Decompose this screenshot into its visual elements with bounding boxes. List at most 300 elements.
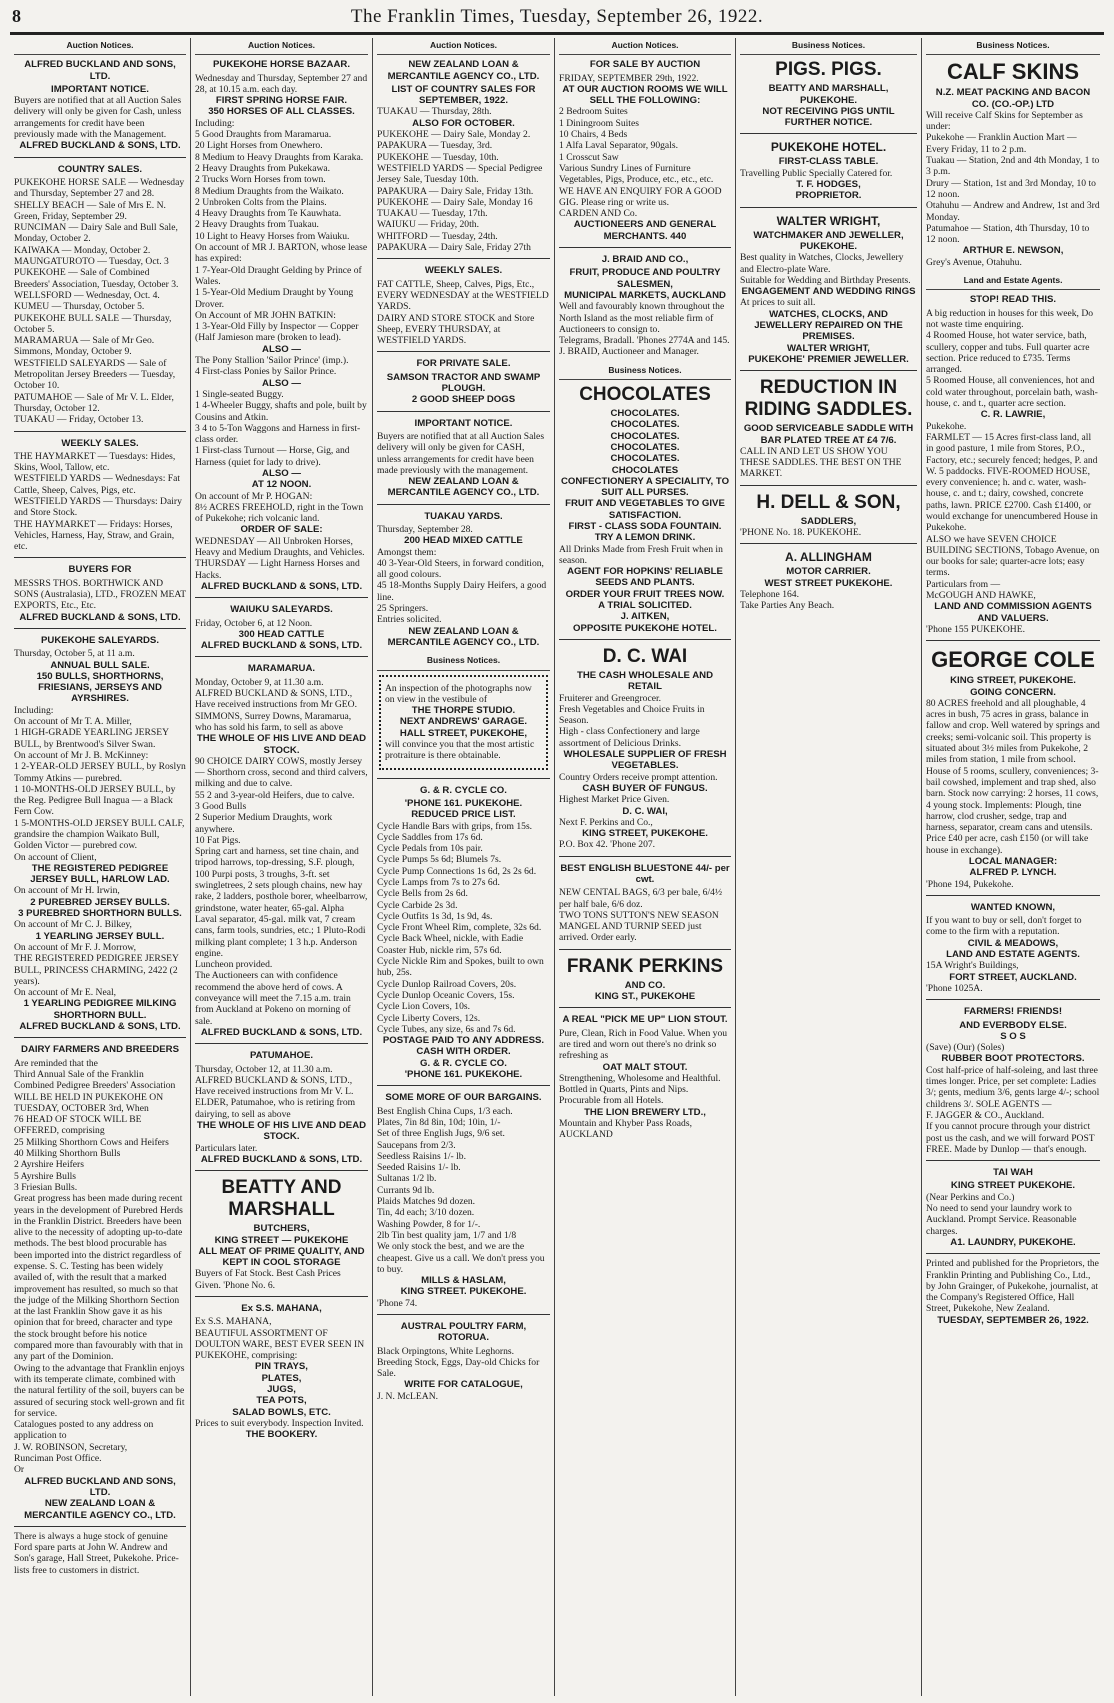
ad-headline: FARMERS! FRIENDS! — [963, 1006, 1063, 1018]
ad-text-line: CONFECTIONERY A SPECIALITY, TO SUIT ALL PURSES. — [560, 475, 730, 499]
advertisement — [14, 431, 186, 553]
ad-text-line: CASH BUYER OF FUNGUS. — [582, 782, 708, 794]
ad-text-line: BEAUTIFUL ASSORTMENT OF DOULTON WARE, BEST EVER SEEN IN PUKEKOHE, comprising: — [195, 1327, 365, 1362]
ad-headline: TAI WAH — [993, 1167, 1033, 1179]
ad-text-line: 5 Good Draughts from Maramarua. — [195, 129, 332, 141]
ad-text-line: S O S — [1000, 1030, 1026, 1042]
ad-text-line: 5 Roomed House, all conveniences, hot and cold water throughout, porcelain bath, wash-house, c. and t., quarter acre section. — [926, 375, 1098, 410]
ad-text-line: THE LION BREWERY LTD., — [584, 1106, 706, 1118]
ad-text-line: PAPAKURA — Tuesday, 3rd. — [377, 140, 493, 152]
ad-text-line: WAIUKU — Friday, 20th. — [377, 219, 479, 231]
ad-text-line: On account of Mr H. Irwin, — [14, 885, 120, 897]
ad-text-line: Great progress has been made during recent years in the development of Purebred Herds in the Franklin District. Breeders have been alive to the necessity of adopting up-to-date methods. The best blood procurable has been imported into the district regardless of expense. S. C. Testing has been widely availed of, with the result that a marked improvement has resulted, so much so that the judge of the Milking Shorthorn Section at the last Franklin Show gave it as his opinion that for breed, character and type the stock brought before his notice compared more than favourably with that in any part of the Dominion. — [14, 1193, 183, 1363]
ad-text-line: 1 2-YEAR-OLD JERSEY BULL, by Roslyn Tommy Atkins — purebred. — [14, 761, 186, 784]
ad-headline: PIGS. PIGS. — [775, 59, 882, 81]
ad-text-line: MILLS & HASLAM, — [421, 1275, 506, 1287]
ad-headline: Ex S.S. MAHANA, — [241, 1302, 322, 1314]
ad-text-line: ALFRED BUCKLAND AND SONS, LTD. — [24, 1475, 176, 1498]
advertisement — [14, 557, 186, 622]
ad-text-line: 200 HEAD MIXED CATTLE — [404, 535, 523, 547]
ad-text-line: NEW ZEALAND LOAN & MERCANTILE AGENCY CO., LTD. — [387, 625, 540, 648]
section-heading: Auction Notices. — [195, 38, 368, 55]
ad-text-line: A big reduction in houses for this week, Do not waste time enquiring. — [926, 307, 1094, 330]
ad-headline: BEST ENGLISH BLUESTONE 44/- per cwt. — [560, 862, 730, 885]
ad-text-line: 40 3-Year-Old Steers, in forward condition, all good colours. — [377, 557, 544, 581]
ad-text-line: FIRST - CLASS SODA FOUNTAIN. TRY A LEMON DRINK. — [568, 520, 722, 544]
ad-text-line: Particulars from — — [926, 578, 1001, 590]
ad-text-line: CHOCOLATES — [611, 464, 679, 476]
ad-text-line: KING STREET PUKEKOHE. — [950, 1180, 1076, 1192]
advertisement — [740, 59, 917, 128]
ad-text-line: PIN TRAYS, — [255, 1361, 308, 1373]
ad-text-line: Tuakau — Station, 2nd and 4th Monday, 1 to 3 p.m. — [926, 155, 1100, 178]
ad-text-line: We only stock the best, and we are the cheapest. Give us a call. We don't press you to buy. — [377, 1241, 545, 1275]
ad-headline: PUKEKOHE SALEYARDS. — [41, 634, 159, 646]
ad-text-line: On account of MR J. BARTON, whose lease has expired: — [195, 242, 368, 265]
ad-text-line: ENGAGEMENT AND WEDDING RINGS — [741, 286, 916, 298]
advertisement — [377, 59, 550, 253]
ad-text-line: 1 YEARLING PEDIGREE MILKING SHORTHORN BULL. — [23, 998, 177, 1021]
ad-text-line: J. BRAID, Auctioneer and Manager. — [559, 346, 699, 358]
ad-text-line: 2 GOOD SHEEP DOGS — [411, 394, 516, 406]
ad-text-line: ALFRED BUCKLAND & SONS, LTD. — [19, 611, 181, 623]
ad-text-line: PATUMAHOE — Sale of Mr V. L. Elder, Thursday, October 12. — [14, 391, 174, 414]
ad-text-line: No need to send your laundry work to Auckland. Prompt Service. Reasonable charges. — [926, 1203, 1077, 1237]
ad-text-line: 8 Medium Draughts from the Waikato. — [195, 185, 344, 197]
ad-headline: A REAL "PICK ME UP" LION STOUT. — [562, 1014, 728, 1026]
ad-headline: FOR SALE BY AUCTION — [589, 59, 701, 71]
page-number: 8 — [12, 6, 21, 26]
ad-headline: FRANK PERKINS — [566, 955, 724, 977]
ad-text-line: Pukekohe. — [926, 420, 967, 432]
ad-text-line: C. R. LAWRIE, — [980, 409, 1046, 421]
ad-text-line: THE BOOKERY. — [245, 1429, 318, 1441]
ad-text-line: CHOCOLATES. — [610, 430, 680, 442]
ad-text-line: Catalogues posted to any address on application to — [14, 1419, 154, 1442]
ad-text-line: 2 Ayrshire Heifers — [14, 1159, 84, 1171]
ad-text-line: Cycle Saddles from 17s 6d. — [377, 831, 483, 843]
ad-text-line: Cycle Tubes, any size, 6s and 7s 6d. — [377, 1023, 516, 1035]
ad-text-line: WE HAVE AN ENQUIRY FOR A GOOD GIG. Please ring or write us. — [559, 185, 722, 208]
ad-text-line: THE CASH WHOLESALE AND RETAIL — [576, 669, 714, 693]
ad-text-line: OAT MALT STOUT. — [602, 1061, 688, 1073]
ad-text-line: LIST OF COUNTRY SALES FOR SEPTEMBER, 1922. — [391, 83, 536, 107]
advertisement — [377, 258, 550, 346]
ad-text-line: ALFRED BUCKLAND & SONS, LTD. — [200, 1153, 363, 1165]
ad-text-line: Pure, Clean, Rich in Food Value. When you are tired and worn out there's no drink so refreshing as — [559, 1027, 728, 1062]
ad-text-line: PLATES, — [261, 1372, 302, 1384]
ad-text-line: ALSO — — [262, 467, 301, 479]
section-heading: Auction Notices. — [377, 38, 550, 55]
ad-text-line: SALAD BOWLS, ETC. — [232, 1406, 331, 1418]
ad-text-line: ORDER YOUR FRUIT TREES NOW. — [565, 588, 725, 600]
ad-text-line: PUKEKOHE' PREMIER JEWELLER. — [748, 353, 909, 365]
ad-text-line: WALTER WRIGHT, — [787, 342, 870, 354]
ad-text-line: WATCHES, CLOCKS, AND JEWELLERY REPAIRED ON THE PREMISES. — [754, 308, 903, 343]
ad-text-line: NOT RECEIVING PIGS UNTIL FURTHER NOTICE. — [762, 105, 895, 129]
ad-text-line: 'PHONE 161. PUKEKOHE. — [404, 1069, 523, 1081]
ad-headline: PUKEKOHE HOTEL. — [770, 140, 887, 155]
ad-text-line: Cycle Pump Connections 1s 6d, 2s 2s 6d. — [377, 865, 537, 877]
ad-text-line: ALFRED BUCKLAND & SONS, LTD. — [19, 1021, 181, 1033]
ad-text-line: 1 Crosscut Saw — [559, 151, 619, 163]
ad-text-line: MESSRS THOS. BORTHWICK AND SONS (Australasia), LTD., FROZEN MEAT EXPORTS, Etc., Etc. — [14, 577, 186, 612]
advertisement — [379, 675, 548, 770]
ad-text-line: Cycle Nickle Rim and Spokes, built to own hub, 25s. — [377, 956, 544, 979]
advertisement — [559, 59, 731, 242]
ad-text-line: KING STREET — PUKEKOHE — [214, 1234, 349, 1246]
section-heading: Auction Notices. — [14, 38, 186, 55]
ad-text-line: Cycle Carbide 2s 3d. — [377, 899, 458, 911]
ad-text-line: ALFRED P. LYNCH. — [969, 867, 1057, 879]
ad-headline: TUAKAU YARDS. — [424, 510, 503, 522]
ad-text-line: A TRIAL SOLICITED. — [598, 600, 692, 612]
ad-text-line: BUTCHERS, — [253, 1223, 310, 1235]
advertisement — [377, 504, 550, 649]
ad-text-line: Cycle Dunlop Railroad Covers, 20s. — [377, 978, 517, 990]
ad-text-line: 90 CHOICE DAIRY COWS, mostly Jersey — Shorthorn cross, second and third calvers, milking and due to calve. — [195, 755, 368, 790]
advertisement — [377, 1314, 550, 1402]
ad-text-line: Amongst them: — [377, 546, 437, 558]
ad-text-line: Spring cart and harness, set tine chain, and tripod harrows, top-dressing, S.F. plough, 100 Purpi posts, 3 troughs, 3-ft. set swingletrees, 2 sets plough chains, new hay rake, 2 ladders, posthole borer, wheelbarrow, grindstone, water heater, 65-gal. Alpha Laval separator, 45-gal. milk vat, 7 cream cans, farm tools, sundries, etc.; 1 Pluto-Rodi milking plant complete; 1 3 h.p. Anderson engine. — [195, 846, 368, 959]
ad-text-line: THURSDAY — Light Harness Horses and Hacks. — [195, 558, 360, 581]
ad-text-line: Particulars later. — [195, 1142, 258, 1154]
ad-text-line: WELLSFORD — Wednesday, Oct. 4. — [14, 289, 160, 301]
ad-text-line: DAIRY AND STORE STOCK and Store Sheep, EVERY THURSDAY, at WESTFIELD YARDS. — [377, 312, 535, 347]
advertisement — [195, 597, 368, 651]
ad-text-line: NEW CENTAL BAGS, 6/3 per bale, 6/4½ per half bale, 6/6 doz. — [559, 887, 723, 910]
ad-text-line: On account of Client, — [14, 851, 97, 863]
ad-headline: WEEKLY SALES. — [61, 437, 139, 449]
advertisement — [559, 949, 731, 1003]
ad-text-line: Cycle Back Wheel, nickle, with Eadie Coaster Hub, nickle rim, 57s 6d. — [377, 933, 524, 956]
ad-text-line: McGOUGH AND HAWKE, — [926, 590, 1036, 602]
ad-text-line: 80 ACRES freehold and all ploughable, 4 acres in bush, 75 acres in grass, balance in fallow and crop. Well watered by springs and creeks; semi-volcanic soil. This property is situated about 3½ miles from Pukekohe, 2 miles from station, 1 mile from school. House of 5 rooms, scullery, conveniences; 3-bail cowshed, implement and trap shed, also barn. Stock now carrying: 2 horses, 11 cows, 4 young stock. Implements: Plough, tine harrow, clod crusher, sedge, trap and harness, separator, cream cans and utensils. Price £40 per acre, cash £150 (or will take house in exchange). — [926, 697, 1100, 856]
ad-text-line: 1 5-Year-Old Medium Draught by Young Drover. — [195, 287, 354, 310]
ad-text-line: THE THORPE STUDIO. — [411, 705, 516, 717]
ad-text-line: 'PHONE 161. PUKEKOHE. — [404, 797, 523, 809]
ad-text-line: ANNUAL BULL SALE. — [50, 659, 150, 671]
ad-text-line: 1 First-class Turnout — Horse, Gig, and Harness (quiet for lady to drive). — [195, 445, 350, 468]
ad-text-line: Buyers are notified that at all Auction Sales delivery will only be given for CASH, unless arrangements for credit have been made previously with the management. — [377, 430, 545, 476]
ad-text-line: All Drinks Made from Fresh Fruit when in season. — [559, 543, 723, 566]
ad-text-line: On account of Mr C. J. Bilkey, — [14, 919, 132, 931]
ad-headline: SOME MORE OF OUR BARGAINS. — [385, 1092, 542, 1104]
ad-headline: A. ALLINGHAM — [785, 550, 872, 565]
ad-text-line: 2 Heavy Draughts from Tuakau. — [195, 219, 319, 231]
advertisement — [926, 294, 1100, 635]
ad-headline: WEEKLY SALES. — [424, 265, 503, 277]
section-heading: Auction Notices. — [559, 38, 731, 55]
ad-text-line: PUKEKOHE — Dairy Sale, Monday 2. — [377, 129, 531, 141]
ad-text-line: CHOCOLATES. — [610, 419, 680, 431]
ad-text-line: F. JAGGER & CO., Auckland. — [926, 1109, 1045, 1121]
ad-text-line: 3 Good Bulls — [195, 801, 247, 812]
ad-text-line: Vegetables, Pigs, Produce, etc., etc., etc. — [559, 174, 714, 186]
advertisement — [195, 1043, 368, 1165]
ad-text-line: Cycle Handle Bars with grips, from 15s. — [377, 820, 533, 832]
ad-text-line: WILL BE HELD IN PUKEKOHE ON TUESDAY, OCTOBER 3rd, When — [14, 1091, 164, 1114]
ad-text-line: THE HAYMARKET — Tuesdays: Hides, Skins, Wool, Tallow, etc. — [14, 450, 176, 474]
ad-text-line: Bottled in Quarts, Pints and Nips. Procurable from all Hotels. — [559, 1084, 689, 1107]
ad-text-line: Otahuhu — Andrew and Andrew, 1st and 3rd Monday. — [926, 200, 1100, 223]
advertisement — [195, 1296, 368, 1441]
ad-text-line: Thursday, September 28. — [377, 523, 473, 535]
ad-text-line: Suitable for Wedding and Birthday Presents. — [740, 274, 911, 286]
ad-text-line: FRIDAY, SEPTEMBER 29th, 1922. — [559, 72, 699, 84]
ad-text-line: Telephone 164. — [740, 588, 800, 600]
ad-text-line: JUGS, — [267, 1384, 296, 1396]
advertisement — [559, 639, 731, 851]
ad-text-line: MOTOR CARRIER. — [786, 566, 871, 578]
ad-text-line: Drury — Station, 1st and 3rd Monday, 10 to 12 noon. — [926, 177, 1096, 200]
ad-text-line: FIRST SPRING HORSE FAIR. — [215, 95, 348, 107]
ad-text-line: 25 Milking Shorthorn Cows and Heifers — [14, 1136, 169, 1148]
ad-text-line: 2 Unbroken Colts from the Plains. — [195, 196, 327, 208]
ad-text-line: CIVIL & MEADOWS, — [967, 937, 1059, 949]
ad-text-line: Cost half-price of half-soleing, and last three times longer. Price, per set complete: Ladies 3/; gents, medium 3/6, gents large 4/-; school childrens 3/. SOLE AGENTS — — [926, 1064, 1100, 1110]
ad-text-line: Buyers are notified that at all Auction Sales delivery will only be given for Cash, unless arrangements for credit have been previously made with the Management. — [14, 95, 182, 141]
column-3 — [372, 38, 554, 1696]
ad-text-line: POSTAGE PAID TO ANY ADDRESS. CASH WITH ORDER. — [382, 1035, 545, 1058]
ad-text-line: SAMSON TRACTOR AND SWAMP PLOUGH. — [386, 371, 541, 395]
ad-text-line: AGENT FOR HOPKINS' RELIABLE SEEDS AND PLANTS. — [567, 566, 723, 589]
advertisement — [740, 543, 917, 611]
ad-text-line: 2 Heavy Draughts from Pukekawa. — [195, 162, 331, 174]
ad-text-line: ALFRED BUCKLAND & SONS, LTD. — [19, 140, 181, 152]
ad-text-line: Owing to the advantage that Franklin enjoys with its temperate climate, combined with the natural fertility of the soil, buyers can be assured of securing stock well-grown and fit for service. — [14, 1362, 185, 1419]
ad-text-line: Next F. Perkins and Co., — [559, 816, 653, 828]
advertisement — [740, 207, 917, 366]
advertisement — [740, 370, 917, 479]
ad-text-line: Ex S.S. MAHANA, — [195, 1316, 272, 1328]
ad-text-line: (Near Perkins and Co.) — [926, 1191, 1015, 1203]
section-heading: Business Notices. — [559, 363, 731, 380]
ad-text-line: MUNICIPAL MARKETS, AUCKLAND — [564, 289, 726, 301]
ad-text-line: Tin, 4d each; 3/10 dozen. — [377, 1207, 475, 1219]
ad-text-line: KING STREET, PUKEKOHE. — [582, 828, 708, 840]
ad-text-line: NEXT ANDREWS' GARAGE. — [399, 716, 528, 728]
ad-text-line: Fruiterer and Greengrocer. — [559, 692, 662, 704]
ad-text-line: ALSO — — [262, 343, 301, 355]
ad-text-line: AND EVERBODY ELSE. — [959, 1019, 1067, 1031]
ad-text-line: Best English China Cups, 1/3 each. — [377, 1105, 513, 1117]
ad-text-line: AUCTIONEERS AND GENERAL MERCHANTS. 440 — [573, 219, 717, 242]
ad-text-line: KING STREET, PUKEKOHE. — [950, 675, 1076, 687]
ad-text-line: Plaids Matches 9d dozen. — [377, 1196, 476, 1208]
advertisement — [377, 351, 550, 405]
ad-text-line: Prices to suit everybody. Inspection Invited. — [195, 1417, 364, 1429]
ad-text-line: 'Phone 155 PUKEKOHE. — [926, 623, 1025, 635]
advertisement — [926, 1253, 1100, 1326]
newspaper-title: The Franklin Times, Tuesday, September 26, 1922. — [350, 6, 764, 27]
ad-text-line: N.Z. MEAT PACKING AND BACON CO. (CO.-OP.) LTD — [935, 87, 1091, 110]
ad-text-line: Thursday, October 12, at 11.30 a.m. — [195, 1063, 333, 1075]
ad-text-line: ALFRED BUCKLAND & SONS, LTD. — [200, 580, 363, 592]
ad-text-line: PUKEKOHE HORSE SALE — Wednesday and Thursday, September 27 and 28. — [14, 176, 185, 200]
ad-text-line: Washing Powder, 8 for 1/-. — [377, 1218, 481, 1230]
ad-headline: BEATTY AND MARSHALL — [221, 1177, 342, 1221]
ad-text-line: 10 Fat Pigs. — [195, 834, 241, 846]
ad-text-line: Thursday, October 5, at 11 a.m. — [14, 648, 135, 660]
ad-text-line: 2 PUREBRED JERSEY BULLS. — [30, 896, 170, 908]
ad-text-line: Including: — [14, 704, 54, 716]
ad-text-line: 'PHONE No. 18. PUKEKOHE. — [740, 527, 862, 539]
advertisement — [559, 856, 731, 944]
advertisement — [740, 133, 917, 201]
ad-text-line: Best quality in Watches, Clocks, Jewellery and Electro-plate Ware. — [740, 252, 904, 275]
ad-text-line: 2 Trucks Worn Horses from town. — [195, 174, 326, 186]
ad-text-line: TUAKAU — Friday, October 13. — [14, 414, 144, 426]
ad-text-line: There is always a huge stock of genuine Ford spare parts at John W. Andrew and Son's garage, Hall Street, Pukekohe. Price-lists free to customers in district. — [14, 1530, 179, 1576]
ad-text-line: At prices to suit all. — [740, 297, 816, 309]
ad-text-line: ALFRED BUCKLAND & SONS, LTD., Have received instructions from Mr V. L. ELDER, Patumahoe, who is retiring from dairying, to sell as above — [195, 1074, 356, 1120]
ad-headline: MARAMARUA. — [247, 663, 316, 675]
ad-text-line: REDUCED PRICE LIST. — [411, 809, 516, 821]
advertisement — [559, 384, 731, 634]
ad-text-line: High - class Confectionery and large assortment of Delicious Drinks. — [559, 726, 700, 749]
ad-text-line: Cycle Outfits 1s 3d, 1s 9d, 4s. — [377, 910, 493, 922]
ad-headline: IMPORTANT NOTICE. — [414, 417, 513, 429]
ad-text-line: Take Parties Any Beach. — [740, 600, 835, 612]
masthead — [10, 6, 1104, 35]
ad-text-line: WHOLESALE SUPPLIER OF FRESH VEGETABLES. — [563, 749, 727, 772]
ad-text-line: WESTFIELD SALEYARDS — Sale of Metropolitan Jersey Breeders — Tuesday, October 10. — [14, 357, 176, 392]
advertisement — [926, 1160, 1100, 1248]
advertisement — [195, 59, 368, 592]
ad-headline: REDUCTION IN RIDING SADDLES. — [744, 377, 913, 421]
section-heading: Business Notices. — [377, 653, 550, 670]
ad-text-line: WESTFIELD YARDS — Thursdays: Dairy and Store Stock. — [14, 495, 182, 519]
ad-text-line: 4 Roomed House, hot water service, bath, scullery, copper and tubs. Full quarter acre section. Price reduced to £735. Terms arranged. — [926, 330, 1090, 376]
ad-text-line: Strengthening, Wholesome and Healthful. — [559, 1072, 721, 1084]
ad-text-line: Travelling Public Specially Catered for. — [740, 167, 893, 179]
ad-text-line: LAND AND ESTATE AGENTS. — [946, 949, 1080, 961]
ad-text-line: 1 5-MONTHS-OLD JERSEY BULL CALF, grandsire the champion Waikato Bull, Golden Victor — purebred cow. — [14, 817, 185, 852]
ad-text-line: 4 First-class Ponies by Sailor Prince. — [195, 366, 337, 378]
ad-text-line: TUAKAU — Tuesday, 17th. — [377, 208, 488, 220]
ad-text-line: Seedless Raisins 1/- lb. — [377, 1150, 467, 1162]
ad-text-line: Grey's Avenue, Otahuhu. — [926, 256, 1022, 268]
ad-text-line: 'Phone 74. — [377, 1297, 418, 1309]
ad-text-line: Cycle Liberty Covers, 12s. — [377, 1012, 481, 1024]
ad-text-line: THE WHOLE OF HIS LIVE AND DEAD STOCK. — [196, 1120, 367, 1143]
ad-text-line: ALFRED BUCKLAND & SONS, LTD. — [200, 1026, 363, 1038]
ad-text-line: ALSO we have SEVEN CHOICE BUILDING SECTIONS, Tobago Avenue, on our books for sale; quarter-acre lots; easy terms. — [926, 533, 1100, 579]
ad-headline: DAIRY FARMERS AND BREEDERS — [21, 1044, 179, 1056]
ad-text-line: ALL MEAT OF PRIME QUALITY, AND KEPT IN COOL STORAGE — [198, 1245, 365, 1269]
ad-text-line: Various Sundry Lines of Furniture — [559, 162, 691, 174]
ad-text-line: THE WHOLE OF HIS LIVE AND DEAD STOCK. — [196, 733, 367, 756]
ad-text-line: Friday, October 6, at 12 Noon. — [195, 617, 313, 629]
ad-text-line: Cycle Dunlop Oceanic Covers, 15s. — [377, 989, 515, 1001]
ad-text-line: PUKEKOHE — Sale of Combined Breeders' Association, Tuesday, October 3. — [14, 267, 179, 290]
ad-text-line: J. W. ROBINSON, Secretary, — [14, 1441, 128, 1453]
ad-text-line: Cycle Front Wheel Rim, complete, 32s 6d. — [377, 922, 542, 934]
column-6 — [921, 38, 1104, 1696]
ad-text-line: HALL STREET, PUKEKOHE, — [399, 727, 528, 739]
advertisement — [926, 640, 1100, 890]
ad-text-line: 1 YEARLING JERSEY BULL. — [35, 930, 165, 942]
ad-text-line: LOCAL MANAGER: — [968, 856, 1058, 867]
ad-text-line: 2 Superior Medium Draughts, work anywhere. — [195, 812, 333, 835]
ad-text-line: An inspection of the photographs now on view in the vestibule of — [385, 682, 532, 705]
ad-text-line: THE HAYMARKET — Fridays: Horses, Vehicles, Harness, Hay, Straw, and Grain, etc. — [14, 518, 175, 553]
ad-text-line: FIRST-CLASS TABLE. — [778, 156, 879, 168]
ad-headline: WALTER WRIGHT, — [776, 213, 881, 228]
ad-text-line: Currants 9d lb. — [377, 1184, 435, 1196]
ad-text-line: ALFRED BUCKLAND & SONS, LTD., Have received instructions from Mr GEO. SIMMONS, Surrey Downs, Maramarua, who has sold his farm, to sell as above — [195, 688, 357, 733]
ad-text-line: 3 4 to 5-Ton Waggons and Harness in first-class order. — [195, 422, 361, 446]
ad-text-line: OPPOSITE PUKEKOHE HOTEL. — [573, 622, 717, 634]
ad-text-line: RUBBER BOOT PROTECTORS. — [941, 1053, 1085, 1065]
ad-text-line: Cycle Pumps 5s 6d; Blumels 7s. — [377, 854, 502, 866]
ad-text-line: On account of Mr T. A. Miller, — [14, 716, 132, 728]
ad-text-line: Cycle Lamps from 7s to 27s 6d. — [377, 877, 500, 888]
ad-text-line: Buyers of Fat Stock. Best Cash Prices Given. 'Phone No. 6. — [195, 1268, 341, 1291]
ad-text-line: ARTHUR E. NEWSON, — [962, 245, 1064, 257]
ad-text-line: BEATTY AND MARSHALL, — [768, 83, 889, 95]
ad-text-line: 76 HEAD OF STOCK WILL BE OFFERED, comprising — [14, 1114, 142, 1137]
ad-text-line: FORT STREET, AUCKLAND. — [949, 971, 1077, 983]
ad-text-line: 10 Chairs, 4 Beds — [559, 129, 628, 141]
advertisement — [14, 59, 186, 151]
section-heading: Business Notices. — [926, 38, 1100, 55]
ad-text-line: Cycle Pedals from 10s pair. — [377, 843, 483, 855]
ad-text-line: 1 Single-seated Buggy. — [195, 388, 284, 400]
ad-text-line: G. & R. CYCLE CO. — [420, 1057, 507, 1069]
ad-text-line: CHOCOLATES. — [610, 441, 680, 453]
ad-text-line: 150 BULLS, SHORTHORNS, FRIESIANS, JERSEYS AND AYRSHIRES. — [36, 670, 164, 705]
ad-text-line: 'Phone 1025A. — [926, 982, 983, 994]
ad-text-line: WHITFORD — Tuesday, 24th. — [377, 230, 498, 242]
ad-text-line: Printed and published for the Proprietors, the Franklin Printing and Publishing Co., Ltd., by John Grainger, of Pukekohe, journalist, at the Company's Registered Office, Hall Street, Pukekohe, New Zealand. — [926, 1258, 1099, 1315]
ad-text-line: Pukekohe — Franklin Auction Mart — Every Friday, 11 to 2 p.m. — [926, 132, 1077, 155]
ad-headline: AUSTRAL POULTRY FARM, ROTORUA. — [400, 1320, 527, 1344]
ad-text-line: If you want to buy or sell, don't forget to come to the firm with a reputation. — [926, 915, 1082, 938]
ad-text-line: Or — [14, 1464, 25, 1476]
ad-text-line: 350 HORSES OF ALL CLASSES. — [208, 106, 355, 118]
ad-text-line: Monday, October 9, at 11.30 a.m. — [195, 676, 324, 688]
advertisement — [14, 1037, 186, 1520]
ad-headline: PATUMAHOE. — [249, 1050, 314, 1062]
ad-text-line: Mountain and Khyber Pass Roads, AUCKLAND — [559, 1118, 692, 1141]
ad-text-line: 3 Friesian Bulls. — [14, 1181, 78, 1193]
ad-text-line: THE REGISTERED PEDIGREE JERSEY BULL, PRINCESS CHARMING, 2422 (2 years). — [14, 953, 179, 987]
ad-text-line: 1 Diningroom Suites — [559, 117, 639, 129]
ad-text-line: ALSO — — [262, 377, 301, 389]
section-heading: Land and Estate Agents. — [926, 273, 1100, 290]
ad-text-line: Wednesday and Thursday, September 27 and 28, at 10.15 a.m. each day. — [195, 72, 368, 95]
ad-text-line: 45 18-Months Supply Dairy Heifers, a good line. — [377, 580, 547, 603]
ad-headline: CALF SKINS — [947, 59, 1079, 85]
ad-text-line: CALL IN AND LET US SHOW YOU THESE SADDLES. THE BEST ON THE MARKET. — [740, 445, 902, 480]
ad-text-line: The Pony Stallion 'Sailor Prince' (imp.). — [195, 355, 349, 367]
ad-text-line: SADDLERS, — [800, 515, 857, 527]
ad-text-line: CHOCOLATES. — [610, 453, 680, 465]
advertisement — [377, 778, 550, 1081]
ad-text-line: WESTFIELD YARDS — Special Pedigree Jersey Sale, Tuesday 10th. — [377, 162, 543, 186]
ad-text-line: ALSO FOR OCTOBER. — [412, 117, 515, 129]
ad-text-line: RUNCIMAN — Dairy Sale and Bull Sale, Monday, October 2. — [14, 222, 178, 245]
ad-text-line: Cycle Lion Covers, 10s. — [377, 1001, 470, 1013]
advertisement — [377, 411, 550, 499]
ad-text-line: Patumahoe — Station, 4th Thursday, 10 to 12 noon. — [926, 222, 1090, 246]
ad-text-line: GOING CONCERN. — [970, 686, 1056, 698]
ad-headline: J. BRAID AND CO., — [601, 254, 689, 266]
advertisement — [195, 656, 368, 1038]
ad-text-line: AT 12 NOON. — [251, 479, 312, 491]
